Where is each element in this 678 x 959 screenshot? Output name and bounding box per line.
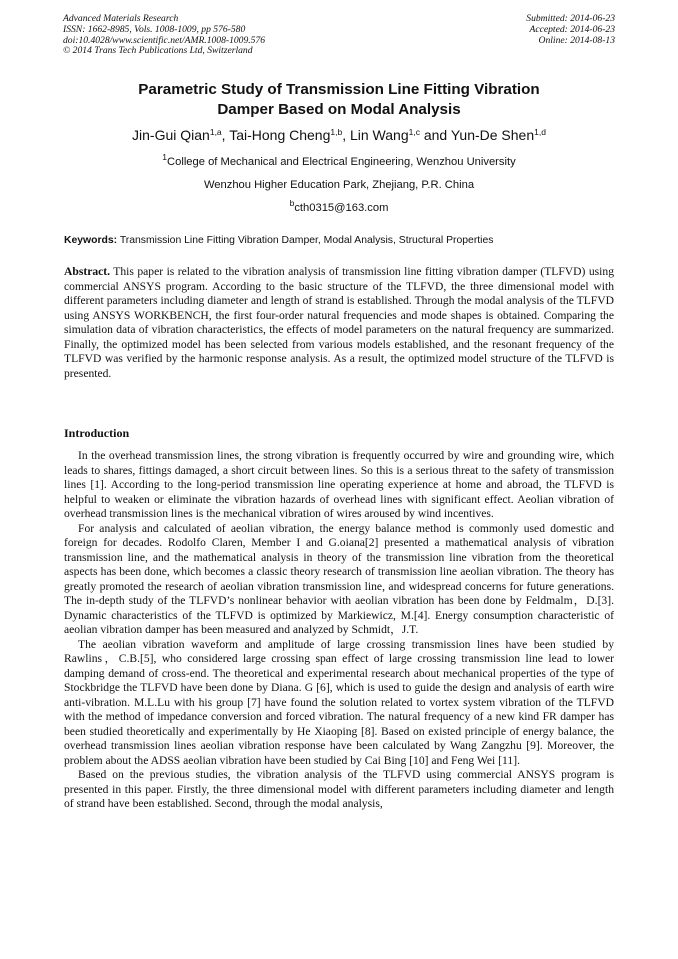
abstract-label: Abstract.	[64, 265, 111, 278]
author-affil-sup: 1,c	[408, 127, 420, 137]
introduction-body	[64, 449, 614, 812]
author-affil-sup: 1,d	[534, 127, 546, 137]
affiliation-line-1	[40, 152, 638, 169]
author-separator: ,	[221, 127, 230, 143]
abstract-text: This paper is related to the vibration analysis of transmission line fitting vibration damper (TLFVD) using commercial ANSYS program. According to the basic structure of the TLFVD, the three dimensional model with different parameters including diameter and length of strand is established. Through the modal analysis of the TLFVD using ANSYS WORKBENCH, the first four-order natural frequencies and mode shapes is obtained. Comparing the simulation data of vibration characteristics, the effects of model parameters on the natural frequency are summarized. Finally, the optimized model has been selected from various models established, and the resonant frequency of the TLFVD was verified by the harmonic response analysis. As a result, the optimized model structure of the TLFVD is presented.	[64, 265, 614, 380]
author-name: Lin Wang	[349, 127, 409, 143]
intro-paragraph-1: In the overhead transmission lines, the strong vibration is frequently occurred by wire and grounding wire, which leads to shares, fittings damaged, a short circuit between lines. So this is a serious threat to the safety of transmission lines [1]. According to the long-period transmission line operating experience at home and abroad, the TLFVD is helpful to weaken or eliminate the vibration hazards of overhead lines with significant effect. Aeolian vibration of overhead transmission lines is the mechanical vibration of wires aroused by wind incentives.	[64, 449, 614, 520]
header-right	[526, 14, 615, 46]
copyright-line: © 2014 Trans Tech Publications Ltd, Switzerland	[63, 45, 253, 57]
affiliation-sup: 1	[162, 152, 168, 162]
author-name: Jin-Gui Qian	[132, 127, 210, 143]
author-separator: and	[419, 127, 451, 143]
journal-name: Advanced Materials Research	[63, 13, 179, 24]
keywords-line	[64, 234, 616, 248]
section-heading-introduction: Introduction	[64, 426, 130, 440]
author-affil-sup: 1,a	[209, 127, 222, 137]
accepted-date: Accepted: 2014-06-23	[529, 23, 615, 35]
intro-paragraph-2: For analysis and calculated of aeolian vibration, the energy balance method is commonly used domestic and foreign for decades. Rodolfo Claren, Member I and G.oiana[2] presented a mathematical analysis of vibration transmission line, and the mathematical analysis in theory of the transmission line vibration from the theoretical aspects has been done, which becomes a classic theory research of transmission line aeolian vibration. The theory has greatly promoted the research of aeolian vibration transmission line, and widespread concerns for future generations. The in-depth study of the TLFVD’s nonlinear behavior with aeolian vibration has been done by Feldmalm，D.[3]. Dynamic characteristics of the TLFVD is optimized by Markiewicz, M.[4]. Energy consumption characteristic of aeolian vibration damper has been measured and analyzed by Schmidt，J.T.	[64, 521, 614, 636]
email-sup: b	[289, 198, 295, 208]
author-affil-sup: 1,b	[330, 127, 343, 137]
header-left	[63, 14, 265, 57]
online-date: Online: 2014-08-13	[538, 34, 615, 46]
submitted-date: Submitted: 2014-06-23	[526, 13, 615, 24]
author-name: Yun-De Shen	[450, 127, 535, 143]
author-name: Tai-Hong Cheng	[229, 127, 331, 143]
author-list	[40, 126, 638, 144]
title-line-2: Damper Based on Modal Analysis	[217, 100, 461, 118]
contact-email: cth0315@163.com	[294, 202, 389, 214]
intro-paragraph-4: Based on the previous studies, the vibration analysis of the TLFVD using commercial ANSYS program is presented in this paper. Firstly, the three dimensional model with different parameters including diameter and length of strand have been established. Second, through the modal analysis,	[64, 768, 614, 810]
contact-email-line	[40, 198, 638, 215]
abstract-block	[64, 265, 614, 381]
abstract-paragraph	[64, 265, 614, 381]
doi-line: doi:10.4028/www.scientific.net/AMR.1008-1009.576	[63, 34, 266, 46]
keywords-text: Transmission Line Fitting Vibration Damper, Modal Analysis, Structural Properties	[117, 235, 494, 246]
paper-title	[60, 80, 618, 119]
intro-paragraph-3: The aeolian vibration waveform and amplitude of large crossing transmission lines have been studied by Rawlins，C.B.[5], who considered large crossing span effect of large crossing transmission line lead to lower damping demand of cross-end. The theoretical and experimental research about mechanical properties of the type of Stockbridge the TLFVD have been done by Diana. G [6], which is used to guide the design and analysis of earth wire anti-vibration. M.L.Lu with his group [7] have found the solution related to vortex system vibration of the TLFVD with the method of impedance conversion and forced vibration. The natural frequency of a new kind FR damper has been studied theoretically and experimentally by He Xiaoping [8]. Based on existed principle of energy balance, the overhead transmission lines aeolian vibration response have been calculated by Wang Zangzhu [9]. Moreover, the problem about the ADSS aeolian vibration have been studied by Cai Bing [10] and Feng Wei [11].	[64, 637, 614, 767]
author-separator: ,	[342, 127, 350, 143]
affiliation-line-2: Wenzhou Higher Education Park, Zhejiang, P.R. China	[203, 179, 475, 191]
issn-line: ISSN: 1662-8985, Vols. 1008-1009, pp 576-580	[63, 23, 246, 35]
affiliation-institution: College of Mechanical and Electrical Engineering, Wenzhou University	[167, 156, 516, 168]
title-line-1: Parametric Study of Transmission Line Fitting Vibration	[138, 81, 540, 98]
keywords-label: Keywords:	[64, 235, 118, 246]
